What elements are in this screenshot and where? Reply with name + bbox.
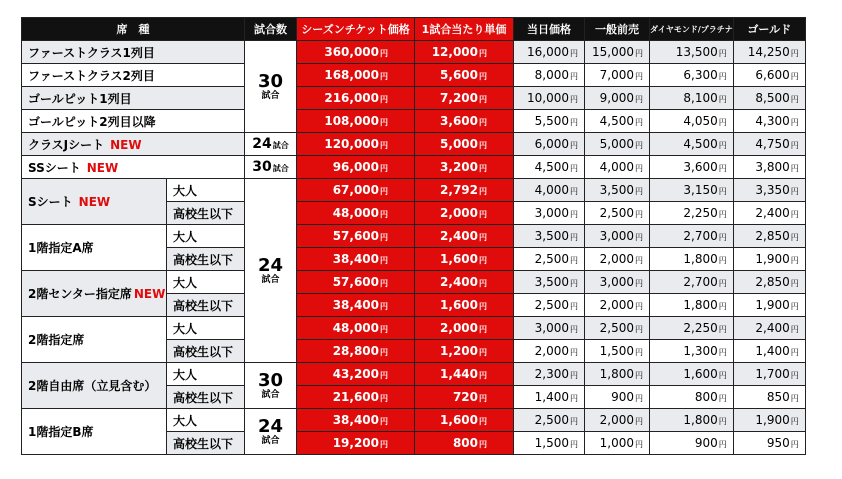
diamond-price: 8,100円 [650, 87, 734, 110]
season-price: 21,600円 [297, 386, 415, 409]
season-price: 67,000円 [297, 179, 415, 202]
unit-price: 720円 [415, 386, 514, 409]
ticket-type-student: 高校生以下 [167, 294, 245, 317]
unit-price: 1,440円 [415, 363, 514, 386]
season-price: 43,200円 [297, 363, 415, 386]
sameday-price: 16,000円 [514, 41, 585, 64]
table-row [22, 64, 806, 87]
seat-name: SSシート NEW [22, 156, 245, 179]
gold-price: 4,750円 [733, 133, 805, 156]
gold-price: 2,400円 [733, 202, 805, 225]
unit-price: 2,792円 [415, 179, 514, 202]
sameday-price: 3,000円 [514, 317, 585, 340]
header-seat: 席 種 [22, 18, 245, 41]
diamond-price: 3,150円 [650, 179, 734, 202]
seat-name: クラスJシート NEW [22, 133, 245, 156]
sameday-price: 10,000円 [514, 87, 585, 110]
table-row [22, 409, 806, 432]
ticket-type-student: 高校生以下 [167, 202, 245, 225]
gold-price: 1,900円 [733, 294, 805, 317]
sameday-price: 4,500円 [514, 156, 585, 179]
ticket-type-student: 高校生以下 [167, 340, 245, 363]
seat-name: Sシート NEW [22, 179, 167, 225]
new-badge: NEW [133, 287, 166, 301]
general-price: 1,000円 [585, 432, 650, 455]
gold-price: 950円 [733, 432, 805, 455]
general-price: 4,000円 [585, 156, 650, 179]
gold-price: 8,500円 [733, 87, 805, 110]
ticket-type-student: 高校生以下 [167, 248, 245, 271]
ticket-type-adult: 大人 [167, 317, 245, 340]
sameday-price: 3,500円 [514, 271, 585, 294]
header-general-advance: 一般前売 [585, 18, 650, 41]
unit-price: 800円 [415, 432, 514, 455]
general-price: 5,000円 [585, 133, 650, 156]
gold-price: 14,250円 [733, 41, 805, 64]
ticket-type-adult: 大人 [167, 363, 245, 386]
season-price: 120,000円 [297, 133, 415, 156]
diamond-price: 1,300円 [650, 340, 734, 363]
unit-price: 3,200円 [415, 156, 514, 179]
ticket-type-student: 高校生以下 [167, 432, 245, 455]
header-row [22, 18, 806, 41]
games-count: 30 試合 [245, 363, 297, 409]
gold-price: 1,400円 [733, 340, 805, 363]
gold-price: 1,900円 [733, 248, 805, 271]
diamond-price: 3,600円 [650, 156, 734, 179]
general-price: 15,000円 [585, 41, 650, 64]
table-row [22, 41, 806, 64]
unit-price: 7,200円 [415, 87, 514, 110]
header-season-price: シーズンチケット価格 [297, 18, 415, 41]
seat-name: ファーストクラス2列目 [22, 64, 245, 87]
unit-price: 1,600円 [415, 294, 514, 317]
gold-price: 6,600円 [733, 64, 805, 87]
table-row [22, 133, 806, 156]
general-price: 7,000円 [585, 64, 650, 87]
gold-price: 2,400円 [733, 317, 805, 340]
general-price: 4,500円 [585, 110, 650, 133]
gold-price: 4,300円 [733, 110, 805, 133]
general-price: 3,000円 [585, 271, 650, 294]
unit-price: 5,600円 [415, 64, 514, 87]
diamond-price: 1,800円 [650, 248, 734, 271]
unit-price: 1,200円 [415, 340, 514, 363]
season-price: 38,400円 [297, 409, 415, 432]
sameday-price: 2,000円 [514, 340, 585, 363]
diamond-price: 1,600円 [650, 363, 734, 386]
ticket-type-adult: 大人 [167, 271, 245, 294]
new-badge: NEW [86, 160, 119, 175]
gold-price: 3,800円 [733, 156, 805, 179]
gold-price: 2,850円 [733, 271, 805, 294]
new-badge: NEW [110, 137, 142, 152]
season-price: 38,400円 [297, 294, 415, 317]
season-price: 108,000円 [297, 110, 415, 133]
season-price: 57,600円 [297, 225, 415, 248]
price-table-container [21, 17, 806, 455]
table-row [22, 363, 806, 386]
table-row [22, 317, 806, 340]
general-price: 3,500円 [585, 179, 650, 202]
unit-price: 2,000円 [415, 202, 514, 225]
general-price: 2,500円 [585, 202, 650, 225]
seat-name: ゴールピット1列目 [22, 87, 245, 110]
unit-price: 3,600円 [415, 110, 514, 133]
gold-price: 1,900円 [733, 409, 805, 432]
games-count: 24 試合 [245, 409, 297, 455]
season-price: 48,000円 [297, 317, 415, 340]
diamond-price: 900円 [650, 432, 734, 455]
games-count: 30 試合 [245, 41, 297, 133]
season-price: 168,000円 [297, 64, 415, 87]
season-price: 96,000円 [297, 156, 415, 179]
gold-price: 1,700円 [733, 363, 805, 386]
seat-name: 1階指定B席 [22, 409, 167, 455]
season-price: 38,400円 [297, 248, 415, 271]
table-row [22, 87, 806, 110]
seat-name: 2階指定席 [22, 317, 167, 363]
diamond-price: 4,500円 [650, 133, 734, 156]
diamond-price: 800円 [650, 386, 734, 409]
sameday-price: 3,000円 [514, 202, 585, 225]
sameday-price: 1,400円 [514, 386, 585, 409]
diamond-price: 2,250円 [650, 202, 734, 225]
unit-price: 12,000円 [415, 41, 514, 64]
seat-name: 2階センター指定席 NEW [22, 271, 167, 317]
general-price: 1,500円 [585, 340, 650, 363]
sameday-price: 6,000円 [514, 133, 585, 156]
header-gold: ゴールド [733, 18, 805, 41]
table-row [22, 271, 806, 294]
general-price: 2,000円 [585, 248, 650, 271]
diamond-price: 4,050円 [650, 110, 734, 133]
header-sameday-price: 当日価格 [514, 18, 585, 41]
sameday-price: 1,500円 [514, 432, 585, 455]
unit-price: 1,600円 [415, 248, 514, 271]
gold-price: 3,350円 [733, 179, 805, 202]
gold-price: 850円 [733, 386, 805, 409]
seat-name: ファーストクラス1列目 [22, 41, 245, 64]
sameday-price: 5,500円 [514, 110, 585, 133]
unit-price: 2,000円 [415, 317, 514, 340]
unit-price: 5,000円 [415, 133, 514, 156]
sameday-price: 3,500円 [514, 225, 585, 248]
unit-price: 2,400円 [415, 271, 514, 294]
season-price: 48,000円 [297, 202, 415, 225]
general-price: 2,000円 [585, 294, 650, 317]
general-price: 2,500円 [585, 317, 650, 340]
season-price: 360,000円 [297, 41, 415, 64]
sameday-price: 2,500円 [514, 409, 585, 432]
sameday-price: 2,500円 [514, 248, 585, 271]
games-count: 30試合 [245, 156, 297, 179]
gold-price: 2,850円 [733, 225, 805, 248]
games-count: 24 試合 [245, 179, 297, 363]
table-row [22, 110, 806, 133]
season-price: 57,600円 [297, 271, 415, 294]
sameday-price: 8,000円 [514, 64, 585, 87]
diamond-price: 2,250円 [650, 317, 734, 340]
sameday-price: 2,500円 [514, 294, 585, 317]
games-count: 24試合 [245, 133, 297, 156]
general-price: 3,000円 [585, 225, 650, 248]
table-row [22, 156, 806, 179]
ticket-type-adult: 大人 [167, 409, 245, 432]
sameday-price: 2,300円 [514, 363, 585, 386]
header-unit-price: 1試合当たり単価 [415, 18, 514, 41]
unit-price: 1,600円 [415, 409, 514, 432]
season-price: 28,800円 [297, 340, 415, 363]
header-diamond-platinum: ダイヤモンド/プラチナ [650, 18, 734, 41]
season-price: 19,200円 [297, 432, 415, 455]
general-price: 2,000円 [585, 409, 650, 432]
new-badge: NEW [78, 195, 111, 209]
seat-name: 1階指定A席 [22, 225, 167, 271]
ticket-type-adult: 大人 [167, 225, 245, 248]
diamond-price: 1,800円 [650, 294, 734, 317]
season-price: 216,000円 [297, 87, 415, 110]
season-ticket-price-table [21, 17, 806, 455]
header-games: 試合数 [245, 18, 297, 41]
table-row [22, 179, 806, 202]
sameday-price: 4,000円 [514, 179, 585, 202]
seat-name: 2階自由席（立見含む） [22, 363, 167, 409]
diamond-price: 2,700円 [650, 225, 734, 248]
ticket-type-student: 高校生以下 [167, 386, 245, 409]
general-price: 1,800円 [585, 363, 650, 386]
general-price: 9,000円 [585, 87, 650, 110]
diamond-price: 6,300円 [650, 64, 734, 87]
diamond-price: 1,800円 [650, 409, 734, 432]
ticket-type-adult: 大人 [167, 179, 245, 202]
table-row [22, 225, 806, 248]
unit-price: 2,400円 [415, 225, 514, 248]
seat-name: ゴールピット2列目以降 [22, 110, 245, 133]
diamond-price: 2,700円 [650, 271, 734, 294]
diamond-price: 13,500円 [650, 41, 734, 64]
general-price: 900円 [585, 386, 650, 409]
